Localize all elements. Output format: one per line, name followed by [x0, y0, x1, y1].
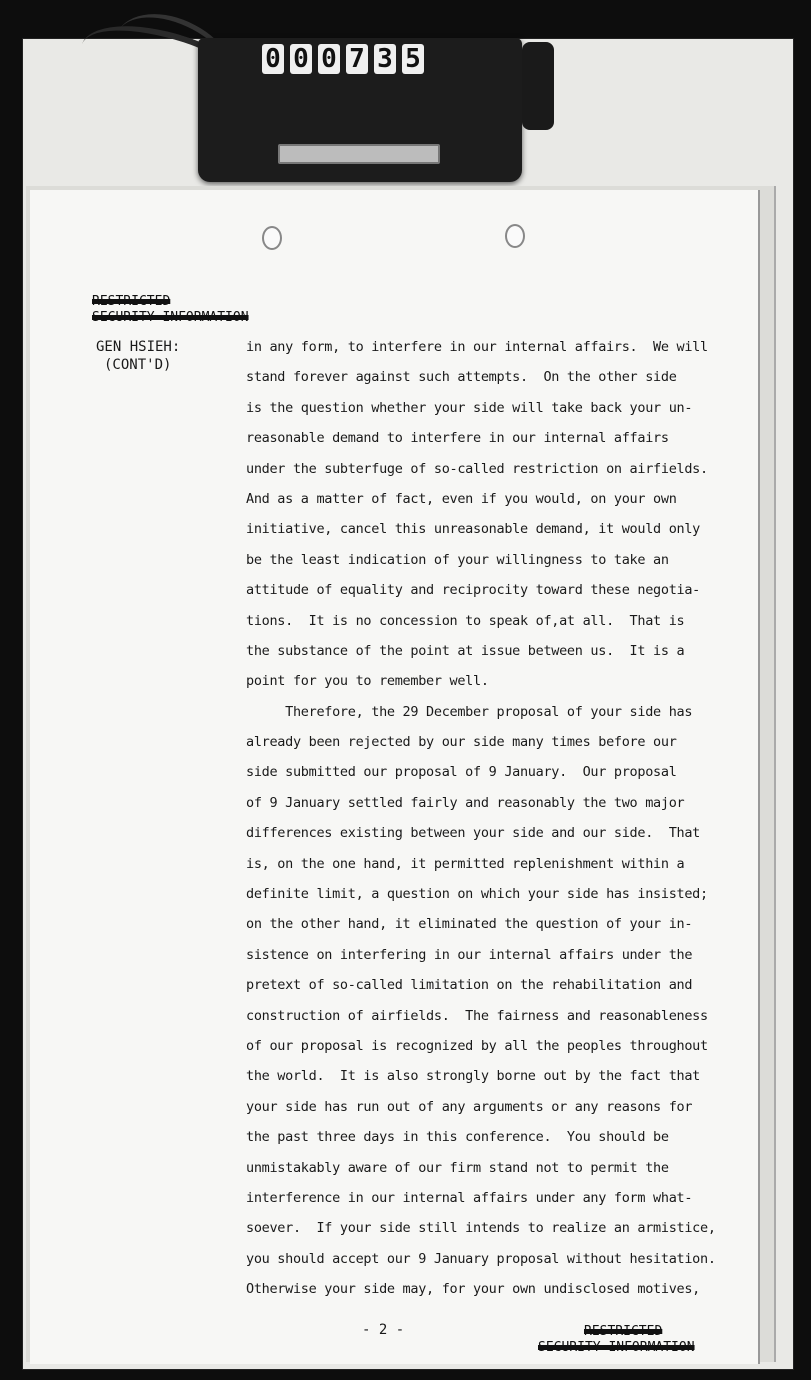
body-line: the substance of the point at issue between us. It is a	[246, 642, 685, 659]
body-line: differences existing between your side and our side. That	[246, 825, 701, 842]
body-line: on the other hand, it eliminated the question of your in-	[246, 916, 693, 933]
page-number: - 2 -	[362, 1322, 405, 1338]
body-line: be the least indication of your willingness to take an	[246, 551, 669, 568]
classification-header	[92, 294, 249, 326]
body-line: construction of airfields. The fairness and reasonableness	[246, 1007, 708, 1024]
body-line: already been rejected by our side many times before our	[246, 734, 677, 751]
body-line: your side has run out of any arguments or any reasons for	[246, 1098, 693, 1115]
counter-digit: 0	[318, 44, 340, 74]
body-line: unmistakably aware of our firm stand not to permit the	[246, 1159, 669, 1176]
body-line: in any form, to interfere in our internal affairs. We will	[246, 339, 708, 355]
classification-footer	[538, 1324, 695, 1356]
speaker-continued: (CONT'D)	[104, 357, 172, 373]
body-line: is, on the one hand, it permitted replenishment within a	[246, 855, 685, 872]
frame-counter-digits	[262, 44, 424, 76]
body-line: point for you to remember well.	[246, 673, 489, 690]
body-line: under the subterfuge of so-called restriction on airfields.	[246, 460, 708, 477]
body-line: Otherwise your side may, for your own undisclosed motives,	[246, 1281, 701, 1298]
classification-restricted: RESTRICTED	[584, 1324, 663, 1339]
counter-plate	[278, 144, 440, 164]
counter-digit: 7	[346, 44, 368, 74]
counter-digit: 5	[402, 44, 424, 74]
classification-security: SECURITY INFORMATION	[538, 1340, 695, 1355]
body-line: And as a matter of fact, even if you would, on your own	[246, 490, 677, 507]
body-line: of our proposal is recognized by all the peoples throughout	[246, 1037, 708, 1054]
body-line: stand forever against such attempts. On the other side	[246, 369, 677, 386]
body-line: sistence on interfering in our internal affairs under the	[246, 946, 693, 963]
body-line: side submitted our proposal of 9 January. Our proposal	[246, 764, 677, 781]
body-line: of 9 January settled fairly and reasonably the two major	[246, 794, 685, 811]
body-line: you should accept our 9 January proposal without hesitation.	[246, 1250, 716, 1267]
body-line: tions. It is no concession to speak of,at all. That is	[246, 612, 685, 629]
body-line: is the question whether your side will take back your un-	[246, 399, 693, 416]
counter-knob	[522, 42, 554, 130]
classification-security: SECURITY INFORMATION	[92, 310, 249, 325]
body-line: pretext of so-called limitation on the rehabilitation and	[246, 977, 693, 994]
punch-hole	[262, 226, 282, 250]
counter-digit: 3	[374, 44, 396, 74]
body-line: definite limit, a question on which your side has insisted;	[246, 886, 708, 903]
body-line: attitude of equality and reciprocity toward these negotia-	[246, 582, 701, 599]
body-line: interference in our internal affairs under any form what-	[246, 1189, 693, 1206]
punch-hole	[505, 224, 525, 248]
body-line: the past three days in this conference. You should be	[246, 1129, 669, 1146]
body-line: initiative, cancel this unreasonable demand, it would only	[246, 521, 701, 538]
body-line: soever. If your side still intends to realize an armistice,	[246, 1220, 716, 1237]
speaker-label	[96, 338, 180, 374]
body-line: Therefore, the 29 December proposal of your side has	[246, 703, 693, 720]
transcript-body	[246, 336, 716, 1309]
body-line: the world. It is also strongly borne out by the fact that	[246, 1068, 701, 1085]
speaker-name: GEN HSIEH:	[96, 339, 181, 355]
counter-digit: 0	[262, 44, 284, 74]
counter-digit: 0	[290, 44, 312, 74]
classification-restricted: RESTRICTED	[92, 294, 171, 309]
body-line: reasonable demand to interfere in our internal affairs	[246, 430, 669, 447]
